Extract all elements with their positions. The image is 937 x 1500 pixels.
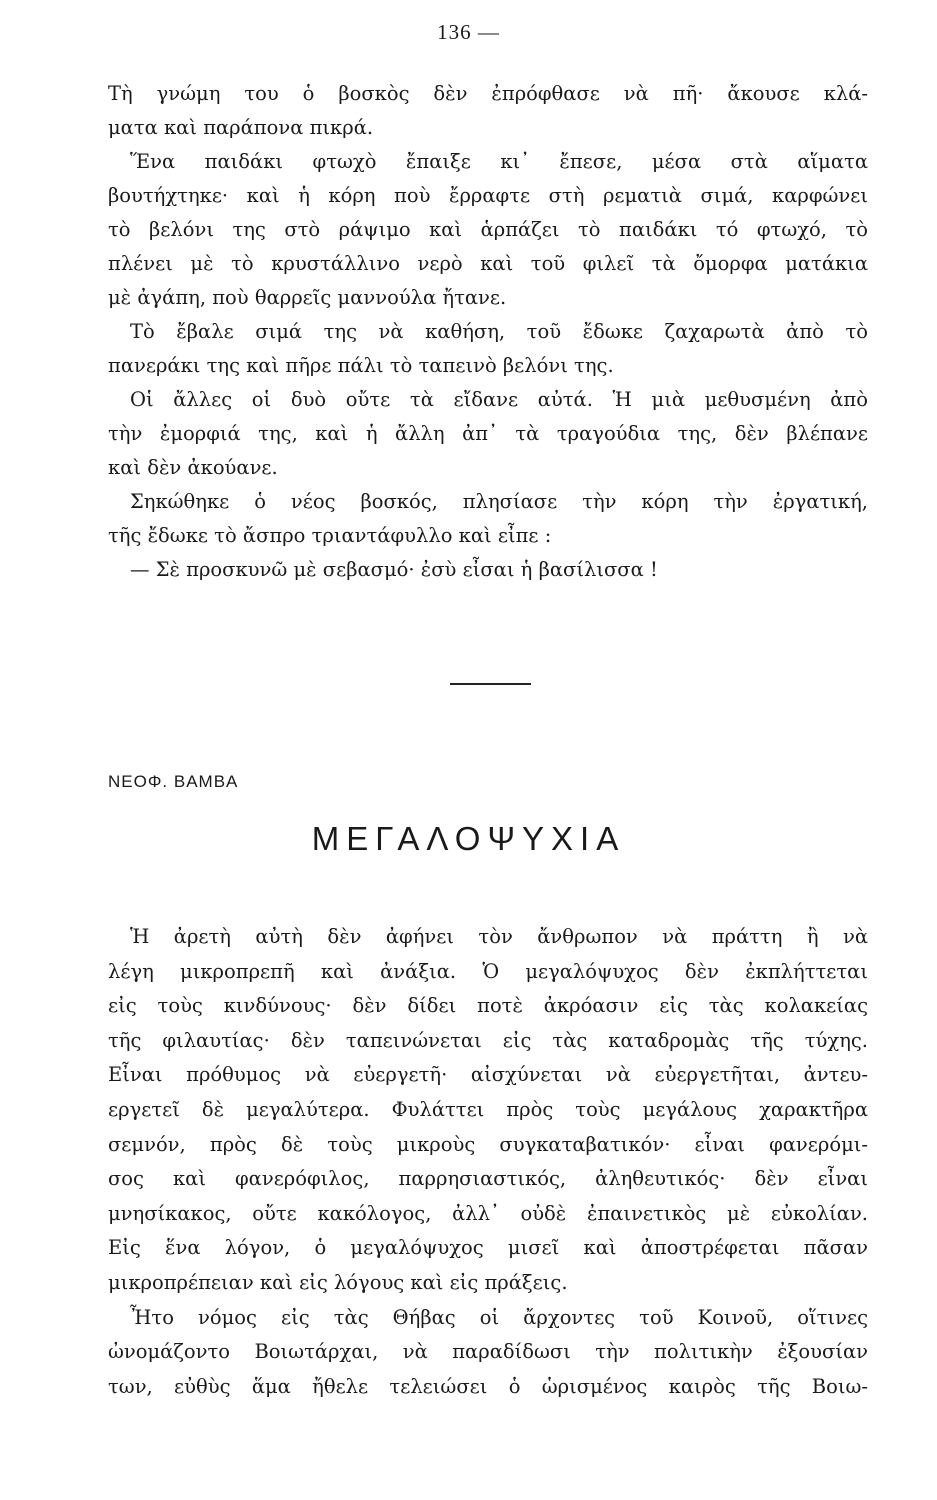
text-line: πλένει μὲ τὸ κρυστάλλινο νερὸ καὶ τοῦ φιλεῖ τὰ ὄμορφα ματάκια [108, 252, 868, 275]
text-line: πανεράκι της καὶ πῆρε πάλι τὸ ταπεινὸ βελόνι της. [108, 354, 614, 377]
dialogue-line: — Σὲ προσκυνῶ μὲ σεβασμό· ἐσὺ εἶσαι ἡ βασίλισσα ! [130, 558, 658, 581]
essay-body-text [108, 920, 868, 1404]
text-line: βουτήχτηκε· καὶ ἡ κόρη ποὺ ἔρραφτε στὴ ρεματιὰ σιμά, καρφώνει [108, 184, 868, 207]
text-line: Σηκώθηκε ὁ νέος βοσκός, πλησίασε τὴν κόρη τὴν ἐργατική, [130, 490, 868, 513]
text-line: μνησίκακος, οὔτε κακόλογος, ἀλλ᾿ οὐδὲ ἐπαινετικὸς μὲ εὐκολίαν. [108, 1201, 868, 1225]
text-line: τῆς ἔδωκε τὸ ἄσπρο τριαντάφυλλο καὶ εἶπε : [108, 524, 552, 547]
story-ending-text [108, 77, 868, 587]
text-line: ματα καὶ παράπονα πικρά. [108, 116, 374, 139]
text-line: λέγη μικροπρεπῆ καὶ ἀνάξια. Ὁ μεγαλόψυχος δὲν ἐκπλήττεται [108, 959, 868, 983]
text-line: μὲ ἀγάπη, ποὺ θαρρεῖς μαννούλα ἤτανε. [108, 286, 507, 309]
text-line: τὸ βελόνι της στὸ ράψιμο καὶ ἁρπάζει τὸ παιδάκι τό φτωχό, τὸ [108, 218, 868, 241]
text-line: Οἱ ἄλλες οἱ δυὸ οὔτε τὰ εἴδανε αὐτά. Ἡ μιὰ μεθυσμένη ἀπὸ [130, 388, 868, 411]
text-line: Τὸ ἔβαλε σιμά της νὰ καθήση, τοῦ ἔδωκε ζαχαρωτὰ ἀπὸ τὸ [130, 320, 868, 343]
text-line: ὠνομάζοντο Βοιωτάρχαι, νὰ παραδίδωσι τὴν πολιτικὴν ἐξουσίαν [108, 1340, 868, 1364]
text-line: καὶ δὲν ἀκούανε. [108, 456, 278, 479]
text-line: Ἡ ἀρετὴ αὐτὴ δὲν ἀφήνει τὸν ἄνθρωπον νὰ πράττη ἢ νὰ [130, 925, 868, 948]
text-line: εἰς τοὺς κινδύνους· δὲν δίδει ποτὲ ἀκρόασιν εἰς τὰς κολακείας [108, 994, 868, 1018]
text-line: σεμνόν, πρὸς δὲ τοὺς μικροὺς συγκαταβατικόν· εἶναι φανερόμι- [108, 1132, 868, 1156]
section-divider [450, 683, 531, 685]
text-line: σος καὶ φανερόφιλος, παρρησιαστικός, ἀληθευτικός· δὲν εἶναι [108, 1167, 868, 1191]
text-line: μικροπρέπειαν καὶ εἰς λόγους καὶ εἰς πράξεις. [108, 1270, 568, 1294]
text-line: των, εὐθὺς ἅμα ἤθελε τελειώσει ὁ ὡρισμένος καιρὸς τῆς Βοιω- [108, 1374, 868, 1398]
author-name: ΝΕΟΦ. ΒΑΜΒΑ [108, 772, 239, 791]
text-line: Εἶναι πρόθυμος νὰ εὐεργετῆ· αἰσχύνεται νὰ εὐεργετῆται, ἀντευ- [108, 1063, 868, 1087]
text-line: Ἦτο νόμος εἰς τὰς Θήβας οἱ ἄρχοντες τοῦ Κοινοῦ, οἵτινες [130, 1305, 868, 1329]
text-line: τῆς φιλαυτίας· δὲν ταπεινώνεται εἰς τὰς καταδρομὰς τῆς τύχης. [108, 1028, 868, 1052]
text-line: τὴν ἐμορφιά της, καὶ ἡ ἄλλη ἀπ᾿ τὰ τραγούδια της, δὲν βλέπανε [108, 422, 868, 445]
text-line: εργετεῖ δὲ μεγαλύτερα. Φυλάττει πρὸς τοὺς μεγάλους χαρακτῆρα [108, 1097, 868, 1121]
page-number: 136 — [437, 20, 500, 44]
text-line: Ἕνα παιδάκι φτωχὸ ἔπαιξε κι᾿ ἔπεσε, μέσα στὰ αἵματα [130, 150, 868, 173]
essay-title: ΜΕΓΑΛΟΨΥΧΙΑ [311, 820, 626, 857]
text-line: Εἰς ἕνα λόγον, ὁ μεγαλόψυχος μισεῖ καὶ ἀποστρέφεται πᾶσαν [108, 1236, 868, 1260]
text-line: Τὴ γνώμη του ὁ βοσκὸς δὲν ἐπρόφθασε νὰ πῆ· ἄκουσε κλά- [108, 82, 868, 105]
